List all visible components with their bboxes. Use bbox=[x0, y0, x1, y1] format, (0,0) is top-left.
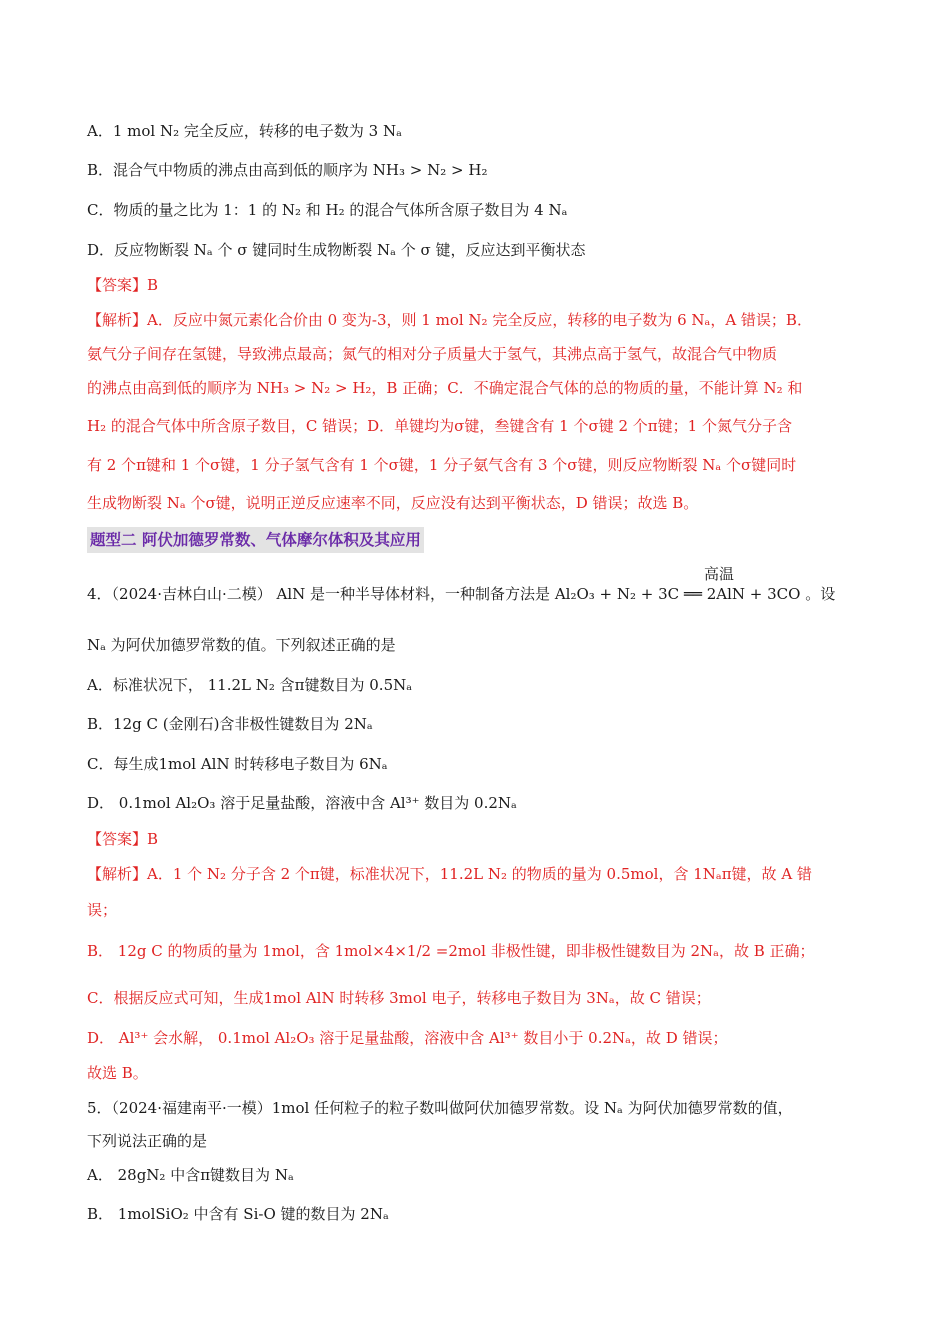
q4-analysis-line-4: C．根据反应式可知，生成1mol AlN 时转移 3mol 电子，转移电子数目为 3Nₐ，故 C 错误； bbox=[87, 989, 711, 1007]
q4-analysis-line-3: B． 12g C 的物质的量为 1mol，含 1mol×4×1/2 =2mol 非极性键，即非极性键数目为 2Nₐ，故 B 正确； bbox=[87, 942, 815, 960]
q3-analysis-line-4: H₂ 的混合气体中所含原子数目，C 错误；D．单键均为σ键，叁键含有 1 个σ键 2 个π键；1 个氮气分子含 bbox=[87, 417, 792, 435]
q5-option-b: B． 1molSiO₂ 中含有 Si-O 键的数目为 2Nₐ bbox=[87, 1205, 389, 1223]
q3-analysis-line-6: 生成物断裂 Nₐ 个σ键，说明正逆反应速率不同，反应没有达到平衡状态，D 错误；故选 B。 bbox=[87, 494, 699, 512]
q5-option-a: A． 28gN₂ 中含π键数目为 Nₐ bbox=[87, 1166, 294, 1184]
q5-stem-line-2: 下列说法正确的是 bbox=[87, 1132, 208, 1150]
q4-option-c: C．每生成1mol AlN 时转移电子数目为 6Nₐ bbox=[87, 755, 388, 773]
q4-stem-line-2: Nₐ 为阿伏加德罗常数的值。下列叙述正确的是 bbox=[87, 636, 396, 654]
section-heading: 题型二 阿伏加德罗常数、气体摩尔体积及其应用 bbox=[87, 527, 424, 553]
q4-stem-line-1: 4．（2024·吉林白山·二模） AlN 是一种半导体材料，一种制备方法是 Al₂O₃ + N₂ + 3C ══ 2AlN + 3CO 。设 bbox=[87, 585, 836, 603]
q3-option-d: D．反应物断裂 Nₐ 个 σ 键同时生成物断裂 Nₐ 个 σ 键，反应达到平衡状态 bbox=[87, 241, 586, 259]
q4-analysis-line-6: 故选 B。 bbox=[87, 1064, 148, 1082]
q5-stem-line-1: 5．（2024·福建南平·一模）1mol 任何粒子的粒子数叫做阿伏加德罗常数。设 Nₐ 为阿伏加德罗常数的值， bbox=[87, 1099, 793, 1117]
q4-analysis-line-1: 【解析】A．1 个 N₂ 分子含 2 个π键，标准状况下，11.2L N₂ 的物质的量为 0.5mol，含 1Nₐπ键，故 A 错 bbox=[87, 865, 812, 883]
q3-analysis-line-2: 氨气分子间存在氢键，导致沸点最高；氮气的相对分子质量大于氢气，其沸点高于氢气，故混合气中物质 bbox=[87, 345, 778, 363]
q3-option-a: A．1 mol N₂ 完全反应，转移的电子数为 3 Nₐ bbox=[87, 122, 402, 140]
q4-option-d: D． 0.1mol Al₂O₃ 溶于足量盐酸，溶液中含 Al³⁺ 数目为 0.2Nₐ bbox=[87, 794, 517, 812]
q3-analysis-line-3: 的沸点由高到低的顺序为 NH₃ > N₂ > H₂，B 正确；C．不确定混合气体的总的物质的量，不能计算 N₂ 和 bbox=[87, 379, 803, 397]
q4-analysis-line-2: 误； bbox=[87, 901, 118, 919]
q4-option-b: B．12g C (金刚石)含非极性键数目为 2Nₐ bbox=[87, 715, 373, 733]
q3-answer: 【答案】B bbox=[87, 276, 159, 294]
q3-option-b: B．混合气中物质的沸点由高到低的顺序为 NH₃ > N₂ > H₂ bbox=[87, 161, 488, 179]
q4-condition: 高温 bbox=[704, 565, 735, 583]
q3-option-c: C．物质的量之比为 1：1 的 N₂ 和 H₂ 的混合气体所含原子数目为 4 Nₐ bbox=[87, 201, 568, 219]
q3-analysis-line-1: 【解析】A．反应中氮元素化合价由 0 变为-3，则 1 mol N₂ 完全反应，转移的电子数为 6 Nₐ，A 错误；B． bbox=[87, 311, 812, 329]
q4-answer: 【答案】B bbox=[87, 830, 159, 848]
q4-option-a: A．标准状况下， 11.2L N₂ 含π键数目为 0.5Nₐ bbox=[87, 676, 413, 694]
q4-analysis-line-5: D． Al³⁺ 会水解， 0.1mol Al₂O₃ 溶于足量盐酸，溶液中含 Al³⁺ 数目小于 0.2Nₐ，故 D 错误； bbox=[87, 1029, 728, 1047]
q3-analysis-line-5: 有 2 个π键和 1 个σ键，1 分子氢气含有 1 个σ键，1 分子氨气含有 3 个σ键，则反应物断裂 Nₐ 个σ键同时 bbox=[87, 456, 797, 474]
